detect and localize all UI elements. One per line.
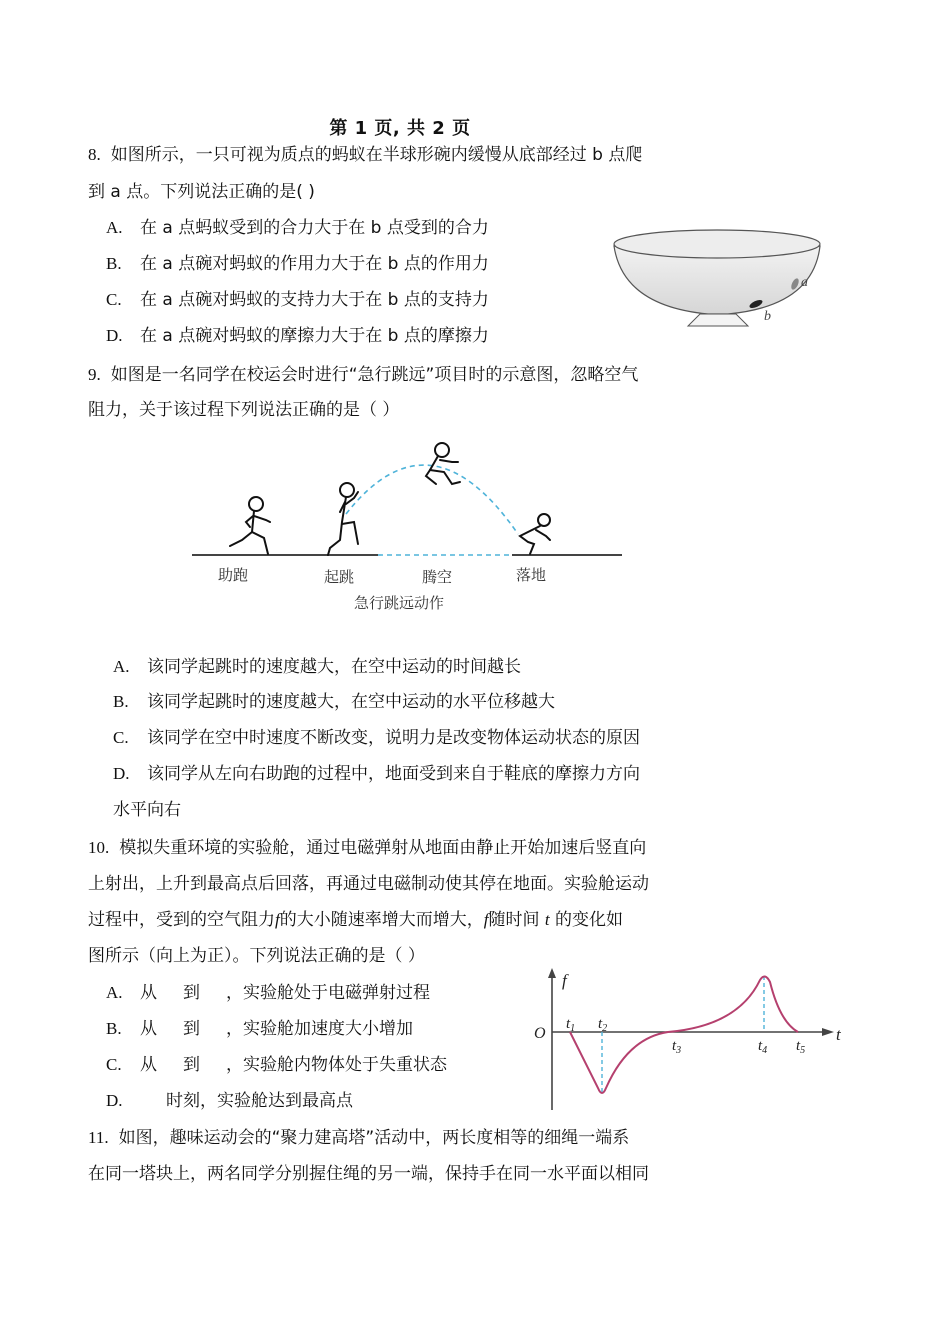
runner-figure-icon [230, 497, 270, 554]
q9-option-d-continued: 水平向右 [113, 800, 181, 820]
svg-text:f: f [562, 971, 567, 990]
q9-option-b[interactable]: B. 该同学起跳时的速度越大，在空中运动的水平位移越大 [113, 692, 555, 712]
q8-stem-line2: 到 a 点。下列说法正确的是( ) [88, 182, 315, 202]
bowl-figure [608, 226, 828, 332]
svg-text:急行跳远动作: 急行跳远动作 [354, 594, 445, 612]
q9-option-d[interactable]: D. 该同学从左向右助跑的过程中，地面受到来自于鞋底的摩擦力方向 [113, 764, 640, 784]
f-t-chart [528, 966, 848, 1114]
q8-stem-line1: 8. 如图所示，一只可视为质点的蚂蚁在半球形碗内缓慢从底部经过 b 点爬 [88, 145, 643, 165]
page-indicator: 第 1 页, 共 2 页 [329, 118, 471, 139]
long-jump-figure [190, 432, 630, 622]
svg-text:a: a [801, 275, 808, 290]
q10-stem-line3: 过程中，受到的空气阻力f的大小随速率增大而增大，f随时间 t 的变化如 [88, 910, 624, 930]
q10-option-d[interactable]: D. 时刻，实验舱达到最高点 [106, 1091, 353, 1111]
q9-number: 9. [88, 365, 101, 384]
landing-figure-icon [520, 514, 550, 554]
q10-stem-line1: 10. 模拟失重环境的实验舱，通过电磁弹射从地面由静止开始加速后竖直向 [88, 838, 647, 858]
q11-stem-line2: 在同一塔块上，两名同学分别握住绳的另一端，保持手在同一水平面以相同 [88, 1164, 649, 1184]
bowl-icon [608, 226, 828, 332]
q8-option-c[interactable]: C. 在 a 点碗对蚂蚁的支持力大于在 b 点的支持力 [106, 290, 489, 310]
takeoff-figure-icon [328, 483, 358, 555]
q8-option-d[interactable]: D. 在 a 点碗对蚂蚁的摩擦力大于在 b 点的摩擦力 [106, 326, 489, 346]
q9-option-c[interactable]: C. 该同学在空中时速度不断改变，说明力是改变物体运动状态的原因 [113, 728, 640, 748]
long-jump-diagram [190, 432, 630, 622]
q10-number: 10. [88, 838, 110, 857]
q10-option-b[interactable]: B. 从 到 ，实验舱加速度大小增加 [106, 1019, 413, 1039]
q9-stem-line2: 阻力，关于该过程下列说法正确的是（ ） [88, 400, 400, 420]
q10-stem-line2: 上射出，上升到最高点后回落，再通过电磁制动使其停在地面。实验舱运动 [88, 874, 649, 894]
f-t-graph [528, 966, 848, 1114]
svg-text:t: t [836, 1025, 841, 1044]
q9-option-a[interactable]: A. 该同学起跳时的速度越大，在空中运动的时间越长 [113, 657, 521, 677]
svg-text:t2: $t_2$ [598, 1016, 608, 1034]
svg-text:腾空: 腾空 [422, 568, 453, 586]
q10-option-a[interactable]: A. 从 到 ，实验舱处于电磁弹射过程 [106, 983, 430, 1003]
q8-option-b[interactable]: B. 在 a 点碗对蚂蚁的作用力大于在 b 点的作用力 [106, 254, 489, 274]
q8-option-a[interactable]: A. 在 a 点蚂蚁受到的合力大于在 b 点受到的合力 [106, 218, 489, 238]
q11-number: 11. [88, 1128, 109, 1147]
q8-number: 8. [88, 145, 101, 164]
svg-text:t1: $t_1$ [566, 1016, 576, 1034]
svg-text:起跳: 起跳 [324, 568, 355, 586]
svg-text:b: b [764, 309, 771, 324]
svg-text:t5: $t_5$ [796, 1038, 806, 1056]
svg-text:助跑: 助跑 [218, 566, 249, 584]
q11-stem-line1: 11. 如图，趣味运动会的“聚力建高塔”活动中，两长度相等的细绳一端系 [88, 1128, 630, 1148]
q10-option-c[interactable]: C. 从 到 ，实验舱内物体处于失重状态 [106, 1055, 447, 1075]
q10-stem-line4: 图所示（向上为正）。下列说法正确的是（ ） [88, 946, 425, 966]
svg-text:O: O [534, 1025, 546, 1042]
svg-text:落地: 落地 [516, 566, 547, 584]
airborne-figure-icon [426, 443, 460, 484]
svg-text:t4: $t_4$ [758, 1038, 768, 1056]
q9-stem-line1: 9. 如图是一名同学在校运会时进行“急行跳远”项目时的示意图，忽略空气 [88, 365, 639, 385]
svg-text:t3: $t_3$ [672, 1038, 682, 1056]
